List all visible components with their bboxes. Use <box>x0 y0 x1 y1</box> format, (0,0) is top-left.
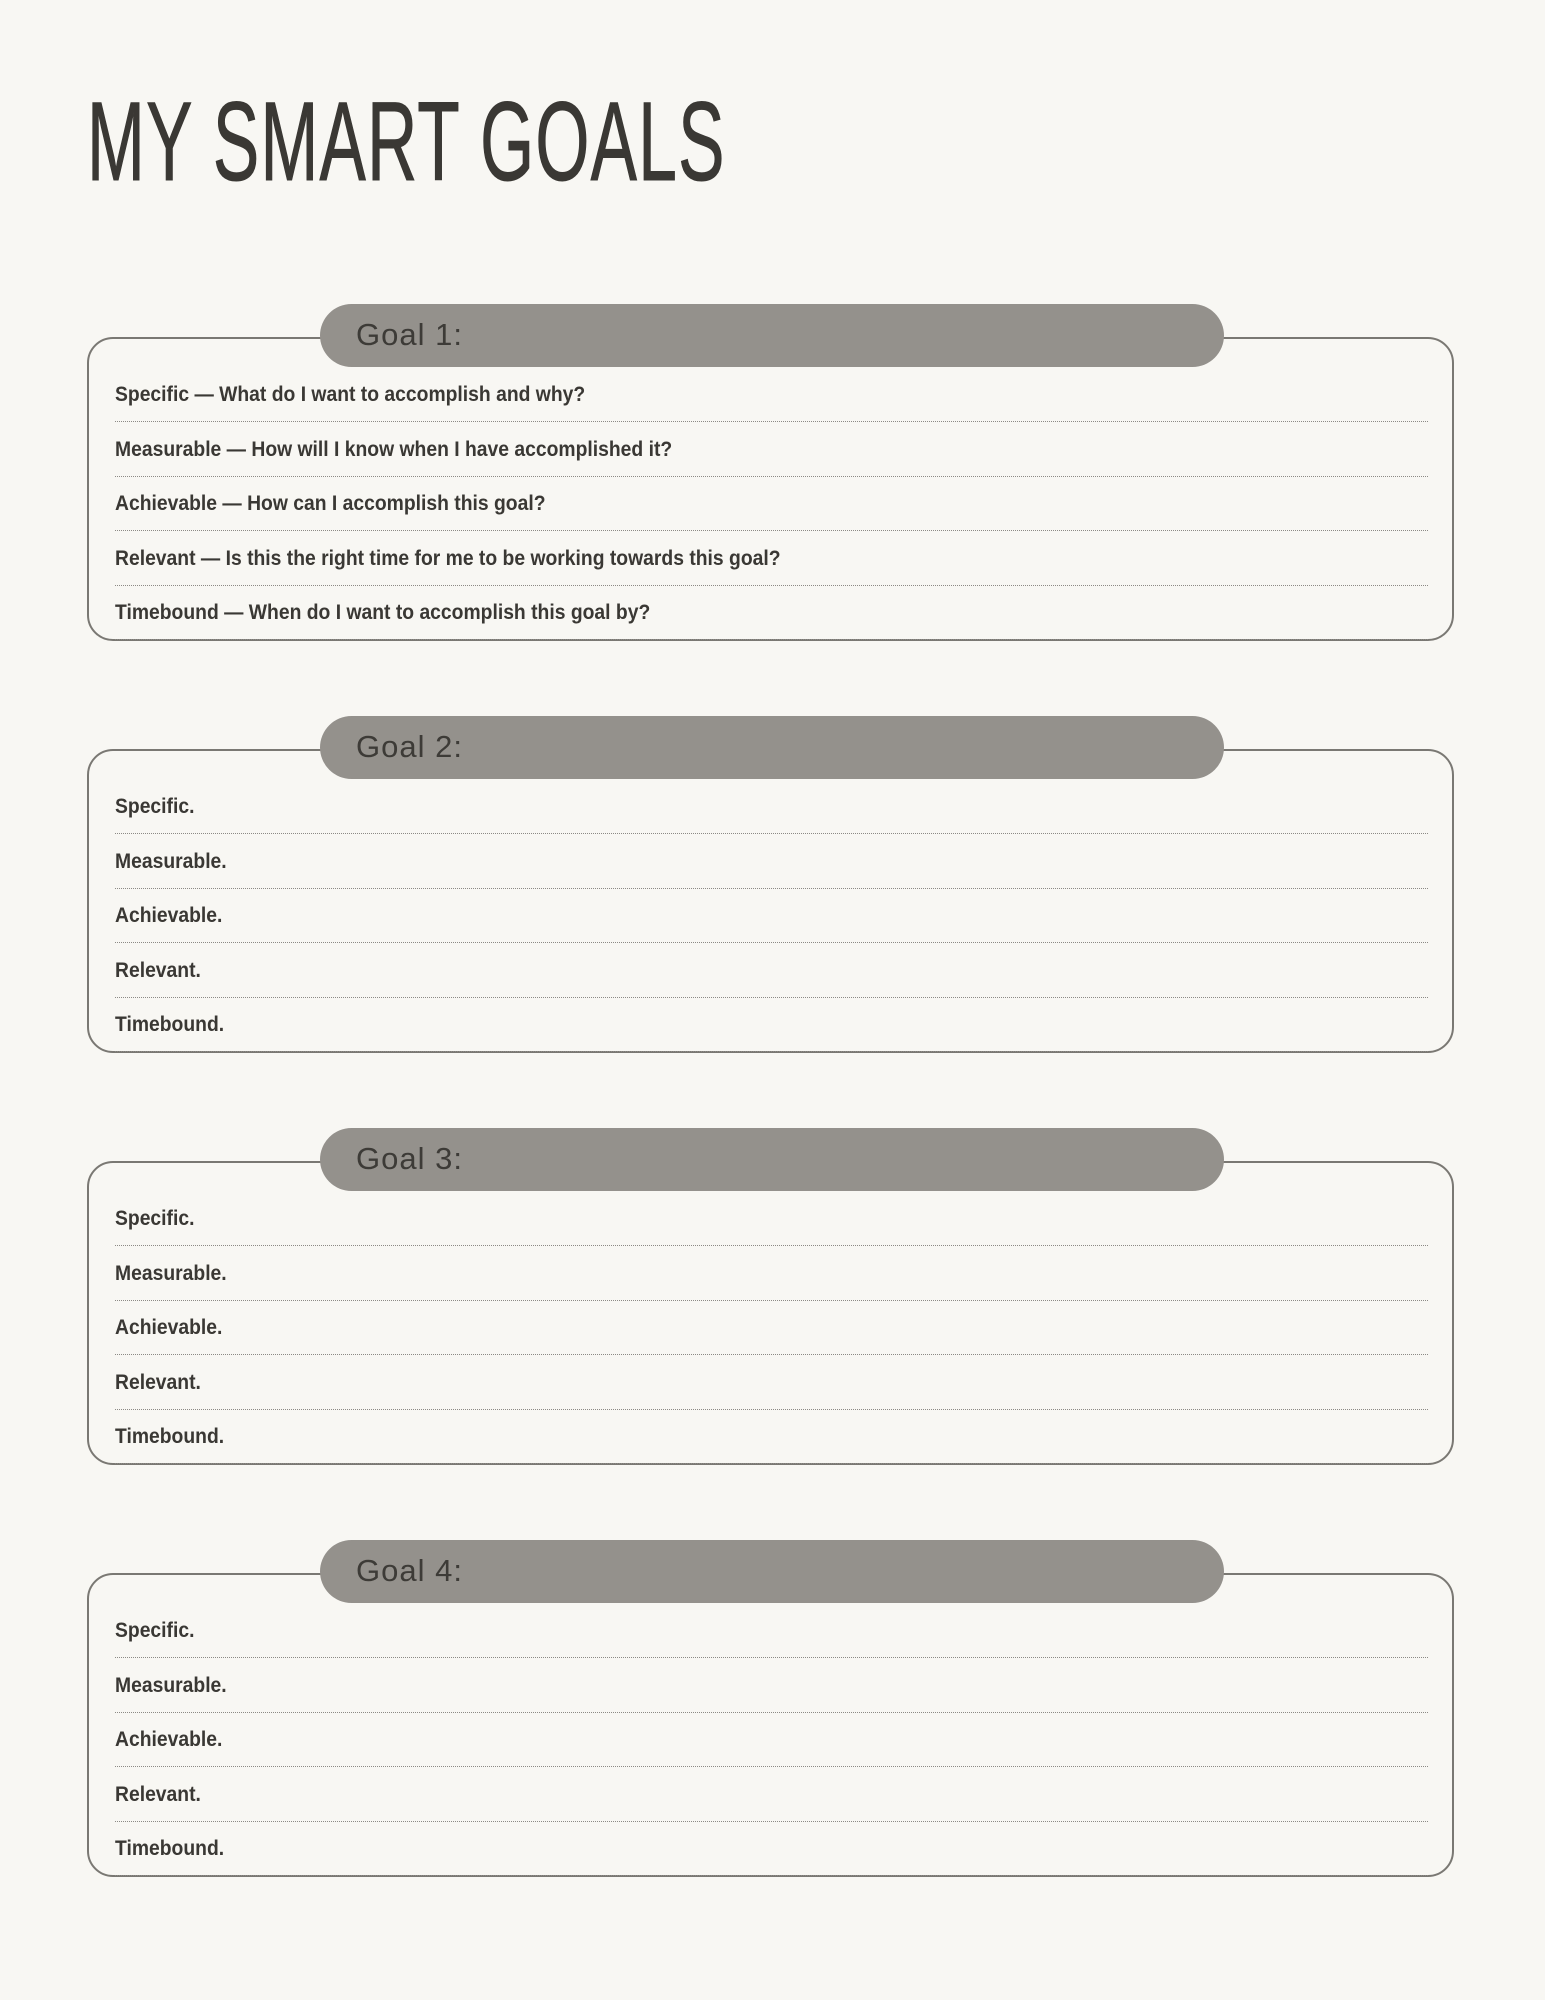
goal-row-relevant[interactable] <box>115 531 1428 586</box>
goal-row-achievable[interactable] <box>115 476 1428 531</box>
row-prompt: Measurable. <box>115 849 227 873</box>
goal-header[interactable] <box>320 304 1224 367</box>
goal-header[interactable] <box>320 716 1224 779</box>
goal-row-measurable[interactable] <box>115 1246 1428 1301</box>
row-prompt: Achievable. <box>115 1728 223 1751</box>
goal-row-relevant[interactable] <box>115 1355 1428 1410</box>
goal-label: Goal 4: <box>356 1553 463 1588</box>
goal-header[interactable] <box>320 1540 1224 1603</box>
goal-section-2 <box>87 716 1458 1055</box>
row-prompt: Specific. <box>115 1207 195 1230</box>
row-prompt: Measurable — How will I know when I have accomplished it? <box>115 437 673 461</box>
row-prompt: Achievable. <box>115 1316 223 1339</box>
row-prompt: Relevant. <box>115 958 201 982</box>
row-prompt: Timebound. <box>115 1837 225 1860</box>
row-prompt: Relevant. <box>115 1370 201 1394</box>
goal-row-specific[interactable] <box>115 779 1428 834</box>
goal-row-relevant[interactable] <box>115 1767 1428 1822</box>
row-prompt: Timebound — When do I want to accomplish this goal by? <box>115 601 651 624</box>
goal-row-achievable[interactable] <box>115 1300 1428 1355</box>
row-prompt: Measurable. <box>115 1261 227 1285</box>
goal-row-measurable[interactable] <box>115 422 1428 477</box>
goal-section-1 <box>87 304 1458 643</box>
goal-row-measurable[interactable] <box>115 1658 1428 1713</box>
goal-row-timebound[interactable] <box>115 1821 1428 1876</box>
row-prompt: Specific. <box>115 795 195 818</box>
goal-label: Goal 3: <box>356 1141 463 1176</box>
row-prompt: Specific. <box>115 1619 195 1642</box>
row-prompt: Achievable. <box>115 904 223 927</box>
row-prompt: Relevant — Is this the right time for me to be working towards this goal? <box>115 546 781 570</box>
goal-row-specific[interactable] <box>115 367 1428 422</box>
goal-label: Goal 1: <box>356 317 463 352</box>
goal-row-relevant[interactable] <box>115 943 1428 998</box>
goal-section-3 <box>87 1128 1458 1467</box>
goal-section-4 <box>87 1540 1458 1879</box>
row-prompt: Relevant. <box>115 1782 201 1806</box>
row-prompt: Measurable. <box>115 1673 227 1697</box>
row-prompt: Achievable — How can I accomplish this goal? <box>115 492 546 515</box>
goal-row-achievable[interactable] <box>115 888 1428 943</box>
goal-header[interactable] <box>320 1128 1224 1191</box>
goal-row-measurable[interactable] <box>115 834 1428 889</box>
page-title: MY SMART GOALS <box>87 79 726 204</box>
row-prompt: Specific — What do I want to accomplish and why? <box>115 383 586 406</box>
goal-row-timebound[interactable] <box>115 1409 1428 1464</box>
goal-row-timebound[interactable] <box>115 585 1428 640</box>
row-prompt: Timebound. <box>115 1013 225 1036</box>
goal-row-timebound[interactable] <box>115 997 1428 1052</box>
goal-row-specific[interactable] <box>115 1603 1428 1658</box>
row-prompt: Timebound. <box>115 1425 225 1448</box>
goal-label: Goal 2: <box>356 729 463 764</box>
goal-row-specific[interactable] <box>115 1191 1428 1246</box>
goal-row-achievable[interactable] <box>115 1712 1428 1767</box>
